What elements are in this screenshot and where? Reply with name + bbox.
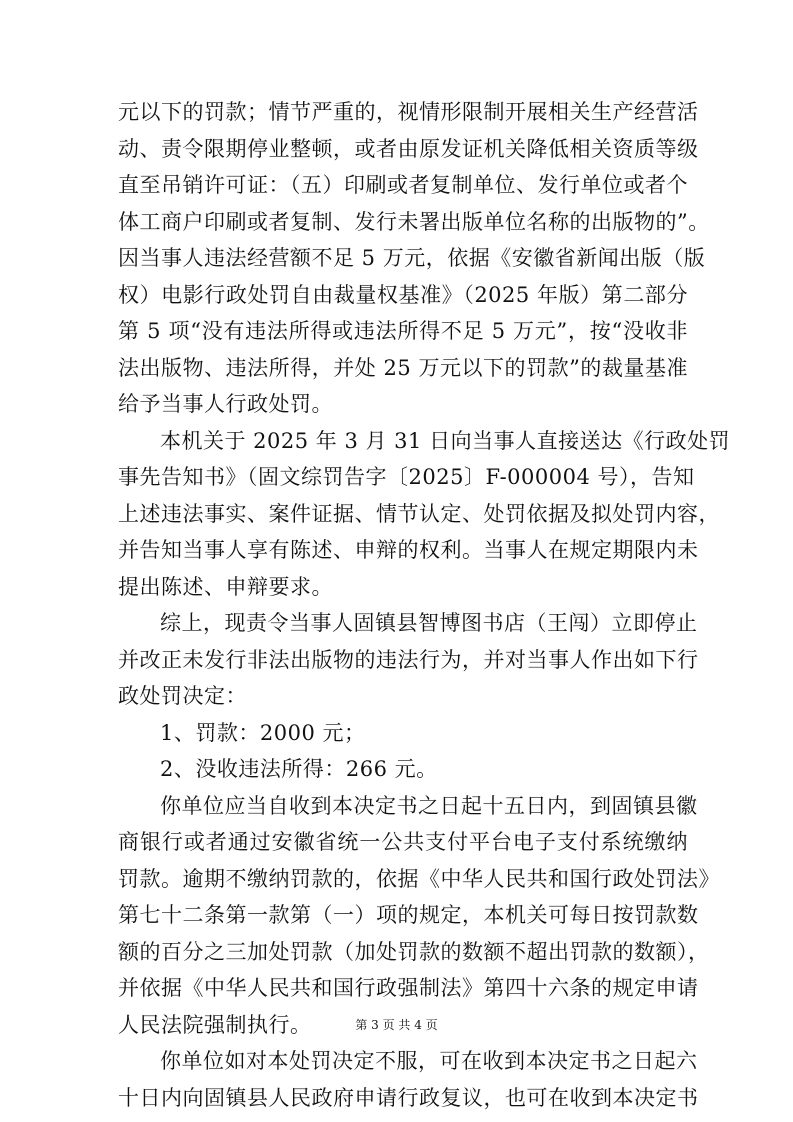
- body-line: 上述违法事实、案件证据、情节认定、处罚依据及拟处罚内容，: [118, 501, 720, 526]
- body-line: 体工商户印刷或者复制、发行未署出版单位名称的出版物的”。: [118, 209, 710, 234]
- body-line: 十日内向固镇县人民政府申请行政复议，也可在收到本决定书: [118, 1085, 699, 1110]
- body-line: 第七十二条第一款第（一）项的规定，本机关可每日按罚款数: [118, 903, 699, 927]
- body-line: 人民法院强制执行。: [118, 1012, 312, 1037]
- body-line: 综上，现责令当事人固镇县智博图书店（王闯）立即停止: [160, 611, 698, 635]
- body-line: 第 5 项“没有违法所得或违法所得不足 5 万元”，按“没收非: [118, 319, 688, 343]
- body-line: 给予当事人行政处罚。: [118, 392, 333, 416]
- body-line: 并告知当事人享有陈述、申辩的权利。当事人在规定期限内未: [118, 538, 699, 562]
- body-line: 罚款。逾期不缴纳罚款的，依据《中华人民共和国行政处罚法》: [118, 866, 720, 891]
- body-line: 动、责令限期停业整顿，或者由原发证机关降低相关资质等级: [118, 136, 699, 161]
- body-line: 你单位如对本处罚决定不服，可在收到本决定书之日起六: [160, 1049, 698, 1073]
- document-body: [118, 94, 731, 1116]
- list-item: 2、没收违法所得：266 元。: [160, 757, 438, 781]
- body-line: 你单位应当自收到本决定书之日起十五日内，到固镇县徽: [160, 793, 698, 818]
- body-line: 本机关于 2025 年 3 月 31 日向当事人直接送达《行政处罚: [160, 428, 731, 453]
- body-line: 政处罚决定：: [118, 684, 247, 708]
- body-line: 权）电影行政处罚自由裁量权基准》（2025 年版）第二部分: [118, 282, 688, 307]
- body-line: 商银行或者通过安徽省统一公共支付平台电子支付系统缴纳: [118, 830, 688, 854]
- body-line: 并改正未发行非法出版物的违法行为，并对当事人作出如下行: [118, 647, 699, 672]
- body-line: 元以下的罚款；情节严重的，视情形限制开展相关生产经营活: [118, 100, 699, 124]
- body-line: 法出版物、违法所得，并处 25 万元以下的罚款”的裁量基准: [118, 355, 688, 380]
- body-line: 事先告知书》（固文综罚告字〔2025〕F-000004 号），告知: [118, 465, 695, 489]
- body-line: 提出陈述、申辩要求。: [118, 574, 333, 599]
- body-line: 因当事人违法经营额不足 5 万元，依据《安徽省新闻出版（版: [118, 246, 706, 270]
- page-footer: 第 3 页 共 4 页: [355, 1018, 438, 1032]
- body-line: 直至吊销许可证：（五）印刷或者复制单位、发行单位或者个: [118, 173, 688, 197]
- body-line: 额的百分之三加处罚款（加处罚款的数额不超出罚款的数额），: [118, 939, 710, 964]
- list-item: 1、罚款：2000 元；: [160, 720, 366, 745]
- body-line: 并依据《中华人民共和国行政强制法》第四十六条的规定申请: [118, 976, 699, 1000]
